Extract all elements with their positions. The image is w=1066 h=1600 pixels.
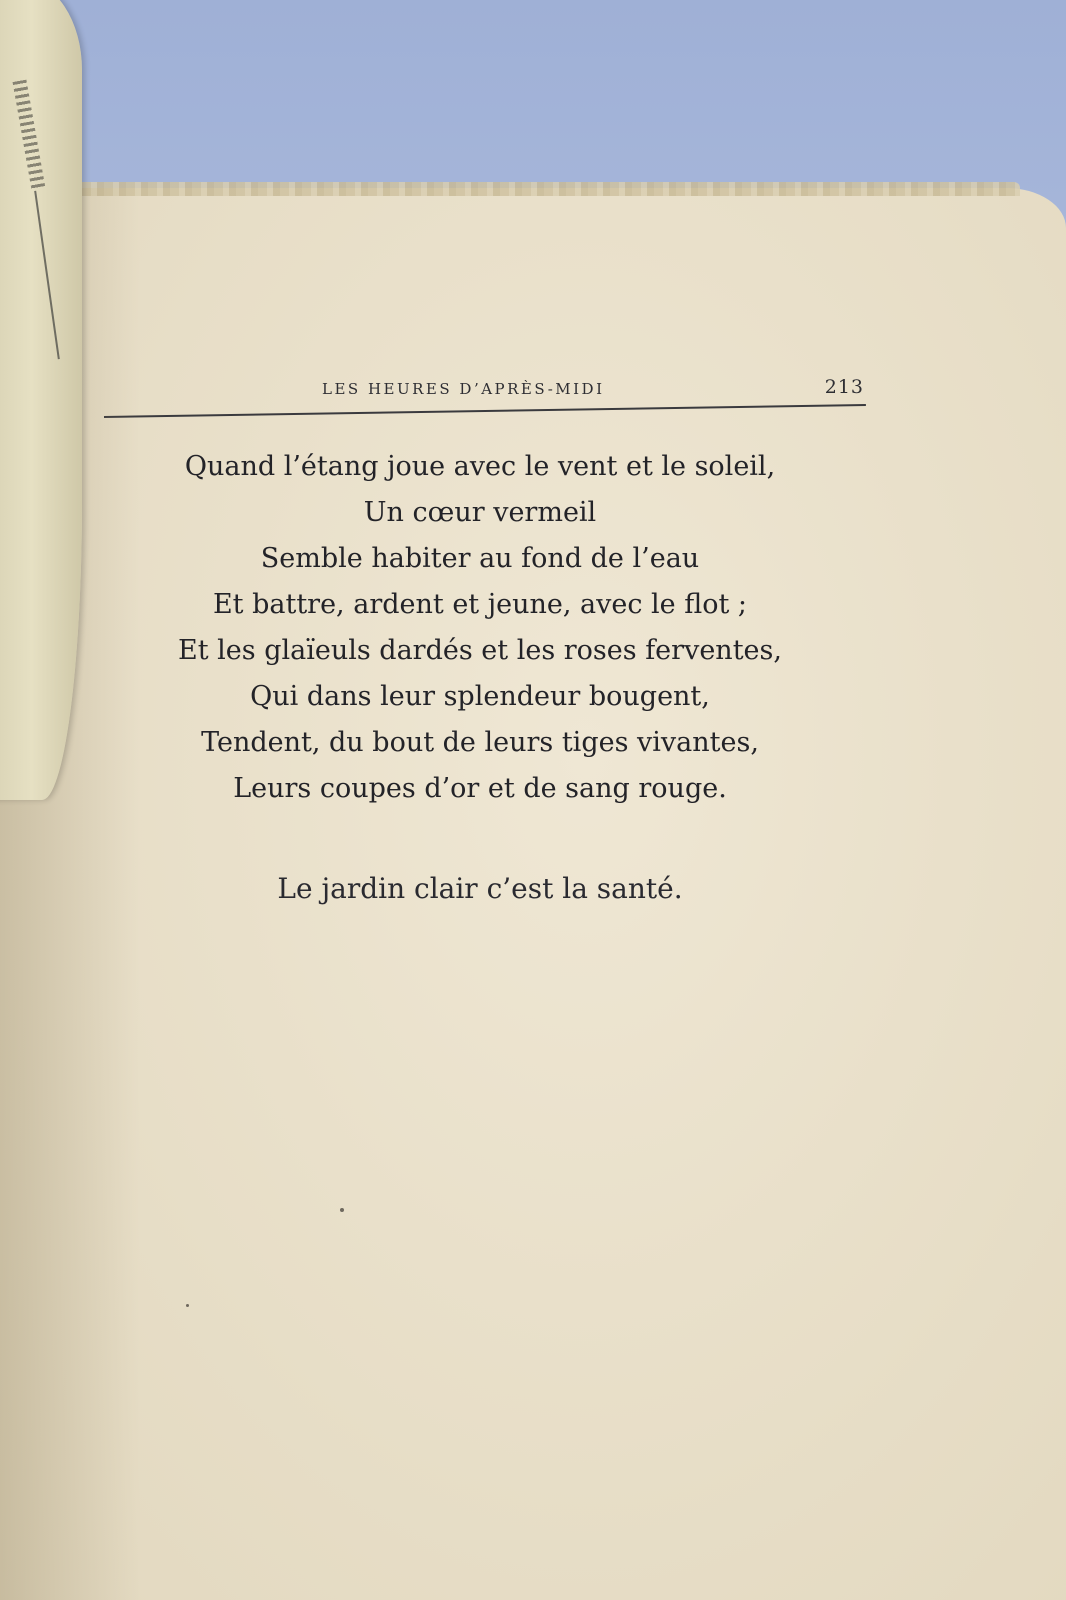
poem-line: Quand l’étang joue avec le vent et le soleil, [184, 451, 776, 482]
poem-line: Et battre, ardent et jeune, avec le flot ; [212, 589, 748, 620]
book-page [0, 188, 1066, 1600]
header-rule [104, 404, 866, 418]
running-head: LES HEURES D’APRÈS-MIDI [322, 380, 605, 398]
previous-page-edge [0, 0, 82, 800]
poem-line: Tendent, du bout de leurs tiges vivantes, [201, 727, 759, 758]
poem-line: Et les glaïeuls dardés et les roses ferventes, [178, 635, 782, 666]
page-number: 213 [824, 376, 864, 398]
closing-line: Le jardin clair c’est la santé. [277, 872, 683, 905]
poem-line: Qui dans leur splendeur bougent, [250, 681, 710, 712]
poem-line: Leurs coupes d’or et de sang rouge. [233, 773, 727, 804]
paper-speck [186, 1304, 189, 1307]
poem-line: Semble habiter au fond de l’eau [260, 543, 700, 574]
previous-page-text-fragment [13, 80, 46, 191]
previous-page-rule [34, 191, 60, 360]
poem-stanza [0, 444, 960, 812]
poem-line: Un cœur vermeil [363, 497, 597, 528]
paper-speck [340, 1208, 344, 1212]
